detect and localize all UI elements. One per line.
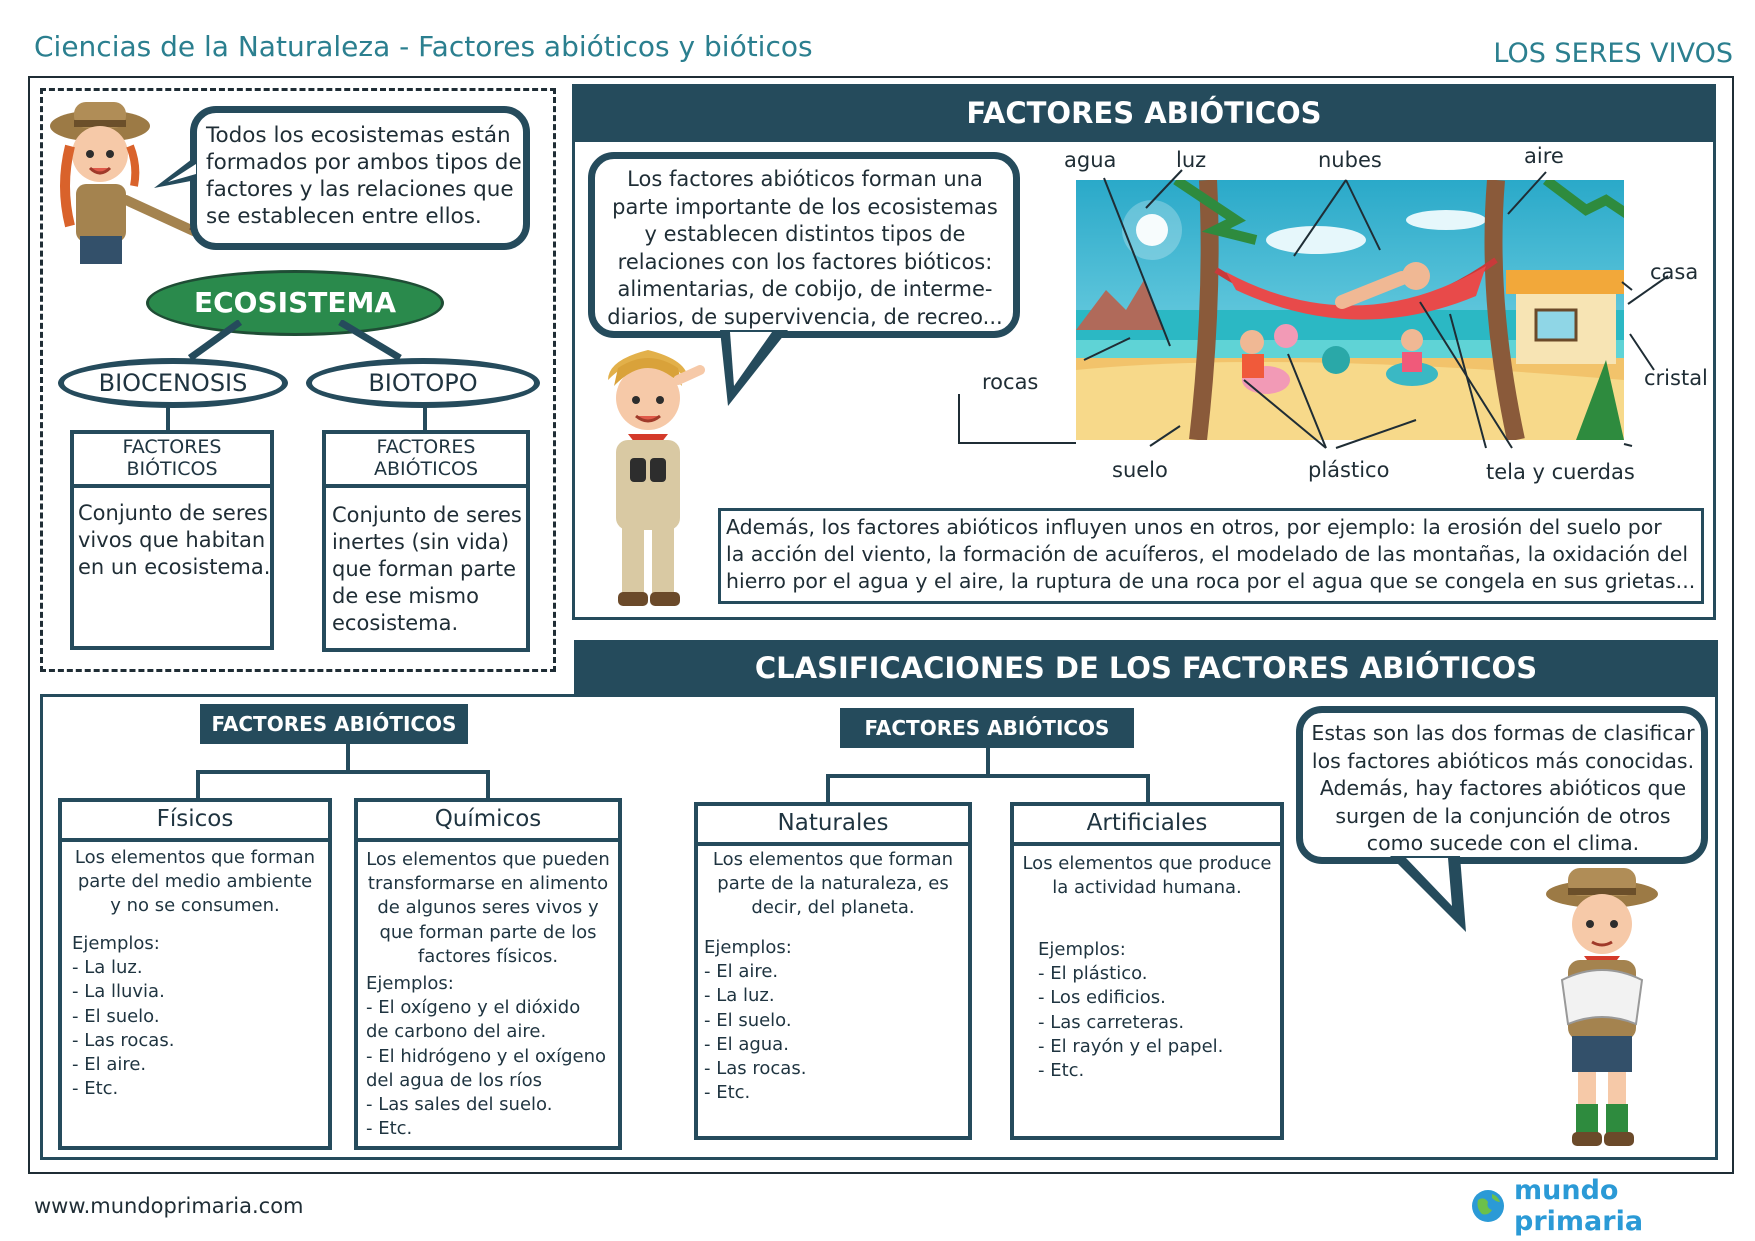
clasificaciones-title: CLASIFICACIONES DE LOS FACTORES ABIÓTICOS xyxy=(754,651,1538,685)
label-tela-y-cuerdas: tela y cuerdas xyxy=(1486,460,1635,484)
biocenosis-node xyxy=(58,358,288,408)
label-cristal: cristal xyxy=(1644,366,1708,390)
label-plastico: plástico xyxy=(1308,458,1390,482)
quimicos-examples: Ejemplos: - El oxígeno y el dióxido de carbono del aire. - El hidrógeno y el oxígeno del agua de los ríos - Las sales del suelo. - Etc. xyxy=(366,973,607,1140)
naturales-examples: Ejemplos: - El aire. - La luz. - El suelo. - El agua. - Las rocas. - Etc. xyxy=(704,937,807,1104)
biocenosis-label: BIOCENOSIS xyxy=(98,369,248,397)
label-suelo: suelo xyxy=(1112,458,1168,482)
naturales-divider xyxy=(694,842,972,846)
group1-head-label: FACTORES ABIÓTICOS xyxy=(211,712,457,736)
label-casa: casa xyxy=(1650,260,1699,284)
naturales-text: Los elementos que forman parte de la naturaleza, es decir, del planeta. xyxy=(712,849,954,918)
beach-annotation-lines xyxy=(1020,150,1720,470)
group2-stem xyxy=(986,748,990,776)
abioticos-panel-header xyxy=(572,84,1716,142)
naturales-title: Naturales xyxy=(777,810,889,836)
footer-brand-logo[interactable] xyxy=(1470,1175,1755,1237)
clasificaciones-header xyxy=(574,640,1718,696)
abioticos-note-text: Además, los factores abióticos influyen unos en otros, por ejemplo: la erosión del suelo por la acción del viento, la formación de acuíferos, el modelado de las montañas, la oxidación del hierro por el agua y el aire, la ruptura de una roca por el agua que se congela en sus grietas... xyxy=(726,515,1696,593)
label-rocas: rocas xyxy=(982,370,1039,394)
group2-head xyxy=(840,708,1134,748)
label-aire: aire xyxy=(1524,144,1564,168)
ecosystem-root-label: ECOSISTEMA xyxy=(194,286,396,319)
quimicos-text: Los elementos que pueden transformarse en alimento de algunos seres vivos y que forman parte de los factores físicos. xyxy=(366,849,610,967)
group1-right-drop xyxy=(486,770,490,800)
artificiales-divider xyxy=(1010,842,1284,846)
abioticos-box-divider xyxy=(322,484,530,488)
abioticos-box-text: Conjunto de seres inertes (sin vida) que forman parte de ese mismo ecosistema. xyxy=(332,503,522,635)
group1-stem xyxy=(346,744,350,772)
label-luz: luz xyxy=(1176,148,1207,172)
boy-map-illustration xyxy=(1532,864,1672,1156)
unit-title: LOS SERES VIVOS xyxy=(1493,38,1733,69)
footer-url[interactable]: www.mundoprimaria.com xyxy=(34,1194,304,1218)
artificiales-examples: Ejemplos: - El plástico. - Los edificios. - Las carreteras. - El rayón y el papel. - Etc. xyxy=(1038,939,1224,1082)
fisicos-text: Los elementos que forman parte del medio ambiente y no se consumen. xyxy=(74,847,316,916)
fisicos-title: Físicos xyxy=(156,806,234,832)
abioticos-box-title: FACTORES ABIÓTICOS xyxy=(373,436,479,480)
artificiales-title: Artificiales xyxy=(1086,810,1208,836)
group2-head-label: FACTORES ABIÓTICOS xyxy=(864,716,1110,740)
beach-frame-line-left xyxy=(958,394,960,444)
label-nubes: nubes xyxy=(1318,148,1382,172)
clasificaciones-bubble-tail xyxy=(1390,856,1470,936)
abioticos-speech-text: Los factores abióticos forman una parte importante de los ecosistemas y establecen distintos tipos de relaciones con los factores bióticos: alimentarias, de cobijo, de interme- diarios, de supervivencia, de recreo... xyxy=(607,167,1003,329)
ecosystem-bubble-tail xyxy=(150,150,200,200)
label-agua: agua xyxy=(1064,148,1117,172)
group2-left-drop xyxy=(826,774,830,804)
group1-bar xyxy=(196,770,490,774)
globe-icon xyxy=(1470,1188,1506,1224)
quimicos-title: Químicos xyxy=(434,806,542,832)
group1-left-drop xyxy=(196,770,200,800)
fisicos-divider xyxy=(58,838,332,842)
page-title: Ciencias de la Naturaleza - Factores abióticos y bióticos xyxy=(34,30,813,63)
abioticos-panel-title: FACTORES ABIÓTICOS xyxy=(966,96,1322,130)
group2-right-drop xyxy=(1146,774,1150,804)
boy-binoculars-illustration xyxy=(578,340,718,610)
group2-bar xyxy=(826,774,1150,778)
clasificaciones-speech-text: Estas son las dos formas de clasificar los factores abióticos más conocidas. Además, hay factores abióticos que surgen de la conjunción de otros como sucede con el clima. xyxy=(1311,721,1695,855)
bioticos-box-divider xyxy=(70,484,274,488)
bioticos-box-text: Conjunto de seres vivos que habitan en un ecosistema. xyxy=(78,501,271,579)
quimicos-divider xyxy=(354,838,622,842)
group1-head xyxy=(200,704,468,744)
biotopo-label: BIOTOPO xyxy=(368,369,478,397)
ecosystem-speech-text: Todos los ecosistemas están formados por ambos tipos de factores y las relaciones que se establecen entre ellos. xyxy=(206,123,522,229)
biotopo-node xyxy=(306,358,540,408)
artificiales-text: Los elementos que produce la actividad humana. xyxy=(1022,853,1272,898)
fisicos-examples: Ejemplos: - La luz. - La lluvia. - El suelo. - Las rocas. - El aire. - Etc. xyxy=(72,933,175,1100)
bioticos-box-title: FACTORES BIÓTICOS xyxy=(122,436,222,480)
footer-brand-text: mundo primaria xyxy=(1514,1175,1644,1237)
